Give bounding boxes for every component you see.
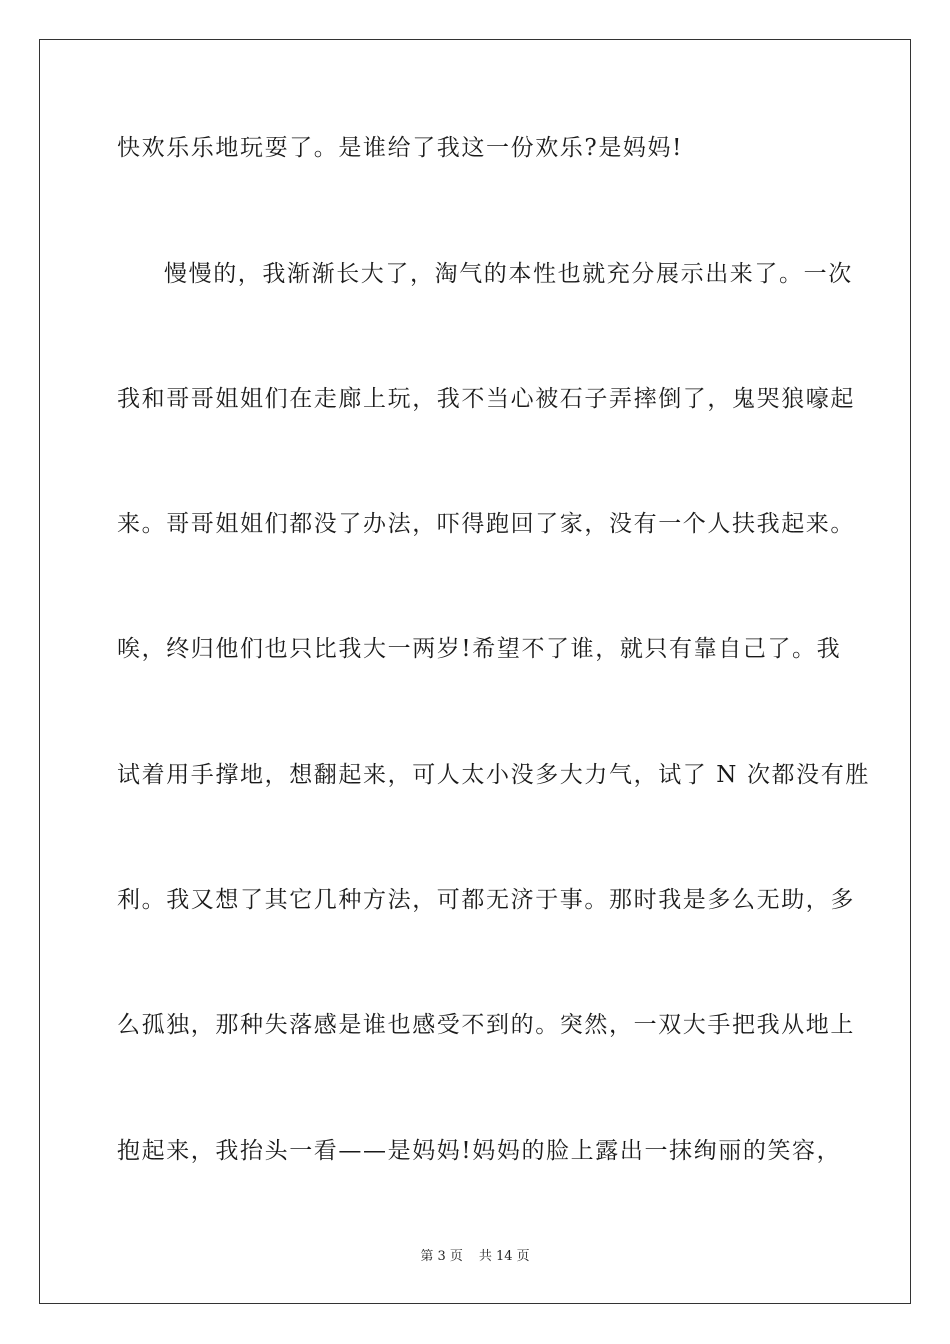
text-line-7: 利。我又想了其它几种方法，可都无济于事。那时我是多么无助，多 [117,887,855,913]
page-footer [0,1248,950,1266]
text-line-3: 我和哥哥姐姐们在走廊上玩，我不当心被石子弄摔倒了，鬼哭狼嚎起 [117,386,855,412]
text-line-1: 快欢乐乐地玩耍了。是谁给了我这一份欢乐?是妈妈! [117,135,683,161]
page-frame [39,39,911,1304]
text-line-8: 么孤独，那种失落感是谁也感受不到的。突然，一双大手把我从地上 [117,1012,855,1038]
page-total: 共 14 页 [478,1249,530,1264]
text-line-9: 抱起来，我抬头一看——是妈妈!妈妈的脸上露出一抹绚丽的笑容， [117,1138,842,1164]
text-line-4: 来。哥哥姐姐们都没了办法，吓得跑回了家，没有一个人扶我起来。 [117,511,855,537]
text-line-6: 试着用手撑地，想翻起来，可人太小没多大力气，试了 N 次都没有胜 [117,762,870,788]
page-number: 第 3 页 [420,1249,463,1264]
text-line-5: 唉，终归他们也只比我大一两岁!希望不了谁，就只有靠自己了。我 [117,636,842,662]
text-line-2: 慢慢的，我渐渐长大了，淘气的本性也就充分展示出来了。一次 [164,261,853,287]
